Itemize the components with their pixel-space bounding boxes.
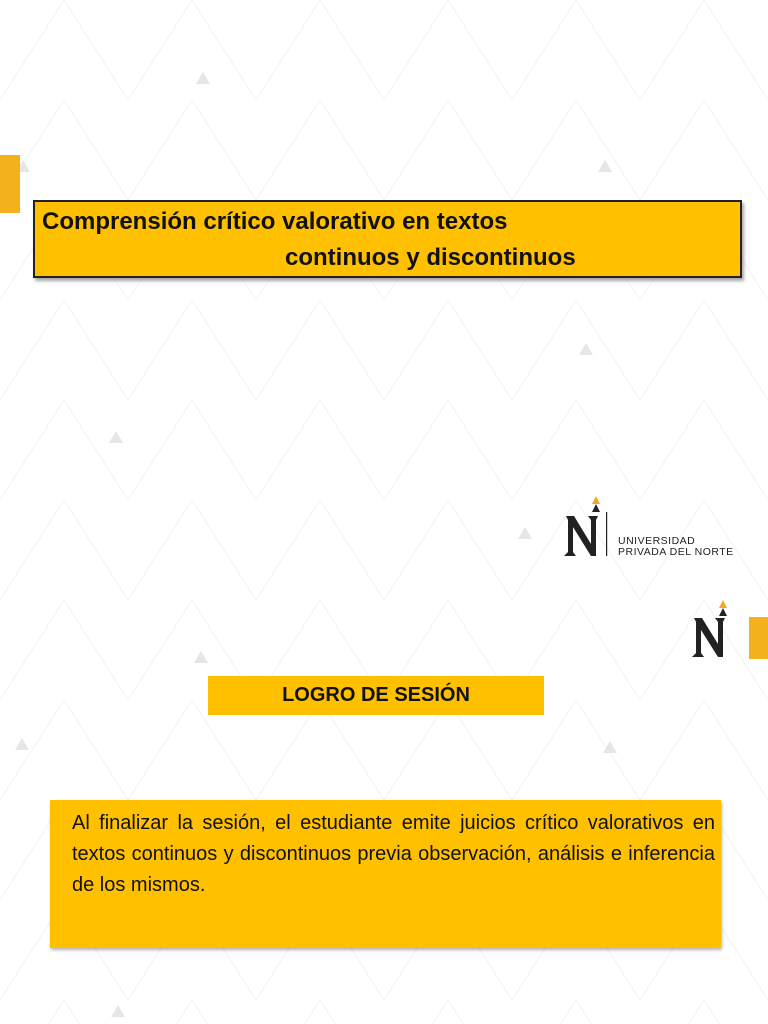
objective-box (50, 800, 721, 948)
objective-text: Al finalizar la sesión, el estudiante emite juicios crítico valorativos en textos continuos y discontinuos previa observación, análisis e inferencia de los mismos. (72, 812, 715, 896)
slide-title-line2: continuos y discontinuos (285, 244, 576, 271)
right-accent-bar (749, 617, 768, 659)
university-logo (560, 494, 755, 560)
logo-line1: UNIVERSIDAD (618, 535, 696, 547)
logo-text (618, 536, 734, 558)
title-box (33, 200, 742, 278)
slide-title-line1: Comprensión crítico valorativo en textos (42, 208, 508, 235)
upn-n-logo-icon (560, 494, 612, 560)
left-accent-bar (0, 155, 20, 213)
logro-de-sesion-label: LOGRO DE SESIÓN (208, 676, 544, 715)
logo-line2: PRIVADA DEL NORTE (618, 546, 734, 558)
upn-small-logo-icon (688, 600, 734, 660)
